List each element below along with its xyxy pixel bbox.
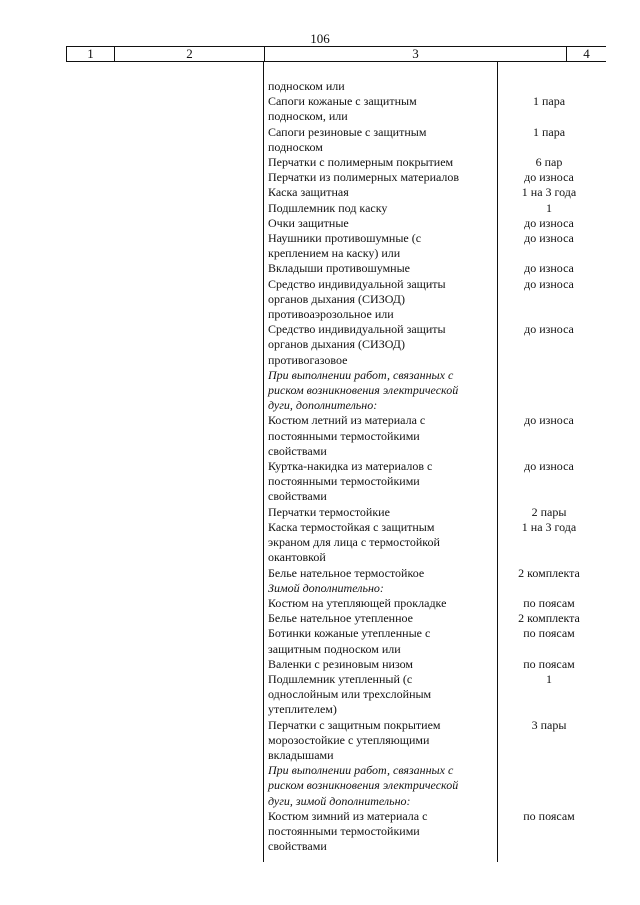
table-row <box>268 657 608 672</box>
item-name: Ботинки кожаные утепленные с защитным подноском или <box>268 626 431 656</box>
table-row <box>268 809 608 855</box>
table-row <box>268 125 608 155</box>
section-heading-row <box>268 581 608 596</box>
header-col-3: 3 <box>265 47 567 61</box>
column-divider <box>263 62 264 862</box>
item-norm <box>490 79 608 94</box>
table-row <box>268 185 608 200</box>
item-name: Перчатки с полимерным покрытием <box>268 155 454 170</box>
item-name: Каска термостойкая с защитным экраном для лица с термостойкой окантовкой <box>268 519 440 565</box>
table-row <box>268 79 608 94</box>
table-row <box>268 155 608 170</box>
table-row <box>268 261 608 276</box>
table-row <box>268 672 608 718</box>
item-norm: по поясам <box>523 808 575 823</box>
table-row <box>268 322 608 368</box>
table-row <box>268 459 608 505</box>
item-name: Подшлемник утепленный (с однослойным или трехслойным утеплителем) <box>268 671 432 717</box>
table-row <box>268 505 608 520</box>
item-name: Каска защитная <box>268 185 349 200</box>
table-row <box>268 201 608 216</box>
item-norm <box>490 581 608 596</box>
item-name: Перчатки из полимерных материалов <box>268 170 460 185</box>
item-name: Костюм летний из материала с постоянными термостойкими свойствами <box>268 413 426 458</box>
item-name: Средство индивидуальной защиты органов дыхания (СИЗОД) противогазовое <box>268 322 446 367</box>
item-norm: до износа <box>524 261 574 276</box>
item-name: Белье нательное утепленное <box>268 611 413 626</box>
table-row <box>268 596 608 611</box>
section-heading-row <box>268 368 608 414</box>
item-name: При выполнении работ, связанных с риском возникновения электрической дуги, дополнительно: <box>268 367 459 413</box>
table-row <box>268 611 608 626</box>
item-name: Белье нательное термостойкое <box>268 565 425 580</box>
table-row <box>268 216 608 231</box>
item-norm: до износа <box>524 276 574 291</box>
item-name: Наушники противошумные (с креплением на каску) или <box>268 231 422 261</box>
item-name: При выполнении работ, связанных с риском возникновения электрической дуги, зимой дополнительно: <box>268 763 459 808</box>
section-heading-row <box>268 763 608 809</box>
item-name: Вкладыши противошумные <box>268 261 410 276</box>
table-row <box>268 231 608 261</box>
item-name: Перчатки с защитным покрытием морозостойкие с утепляющими вкладышами <box>268 717 441 762</box>
item-name: Валенки с резиновым низом <box>268 656 414 671</box>
table-header <box>66 46 606 62</box>
table-row <box>268 520 608 566</box>
item-name: Перчатки термостойкие <box>268 504 390 519</box>
item-norm: 1 пара <box>532 124 566 139</box>
item-name: подноском или <box>268 79 345 93</box>
table-row <box>268 718 608 764</box>
table-body <box>268 79 608 854</box>
item-norm: 1 на 3 года <box>521 519 577 534</box>
item-name: Сапоги кожаные с защитным подноском, или <box>268 94 417 124</box>
table-row <box>268 413 608 459</box>
item-norm: до износа <box>524 322 574 337</box>
item-norm: до износа <box>524 413 574 428</box>
item-name: Средство индивидуальной защиты органов дыхания (СИЗОД) противоаэрозольное или <box>268 276 446 322</box>
item-norm: до износа <box>524 459 574 474</box>
item-name: Подшлемник под каску <box>268 200 388 215</box>
item-norm: 1 <box>546 671 552 686</box>
item-norm <box>490 763 608 809</box>
table-row <box>268 170 608 185</box>
header-col-4: 4 <box>583 46 590 61</box>
item-norm: по поясам <box>523 595 575 610</box>
item-name: Сапоги резиновые с защитным подноском <box>268 124 427 154</box>
header-col-1: 1 <box>67 47 115 61</box>
item-norm: 2 пары <box>531 504 567 519</box>
table-row <box>268 626 608 656</box>
table-row <box>268 566 608 581</box>
item-norm: 3 пары <box>531 717 567 732</box>
item-norm: 2 комплекта <box>518 611 580 626</box>
item-norm: 2 комплекта <box>518 565 580 580</box>
item-norm: 1 пара <box>532 94 566 109</box>
item-name: Очки защитные <box>268 215 349 230</box>
item-norm: по поясам <box>523 626 575 641</box>
item-norm: 1 <box>546 200 552 215</box>
item-norm: до износа <box>524 170 574 185</box>
item-norm: до износа <box>524 231 574 246</box>
header-col-2: 2 <box>115 47 265 61</box>
item-name: Куртка-накидка из материалов с постоянными термостойкими свойствами <box>268 459 433 504</box>
table-row <box>268 277 608 323</box>
item-name: Костюм на утепляющей прокладке <box>268 595 447 610</box>
item-norm: 1 на 3 года <box>521 185 577 200</box>
item-name: Зимой дополнительно: <box>268 580 384 595</box>
page-number: 106 <box>310 31 330 46</box>
item-norm: по поясам <box>523 656 575 671</box>
item-norm: 6 пар <box>535 155 563 170</box>
item-norm <box>490 368 608 414</box>
table-row <box>268 94 608 124</box>
item-name: Костюм зимний из материала с постоянными термостойкими свойствами <box>268 808 428 854</box>
item-norm: до износа <box>524 215 574 230</box>
